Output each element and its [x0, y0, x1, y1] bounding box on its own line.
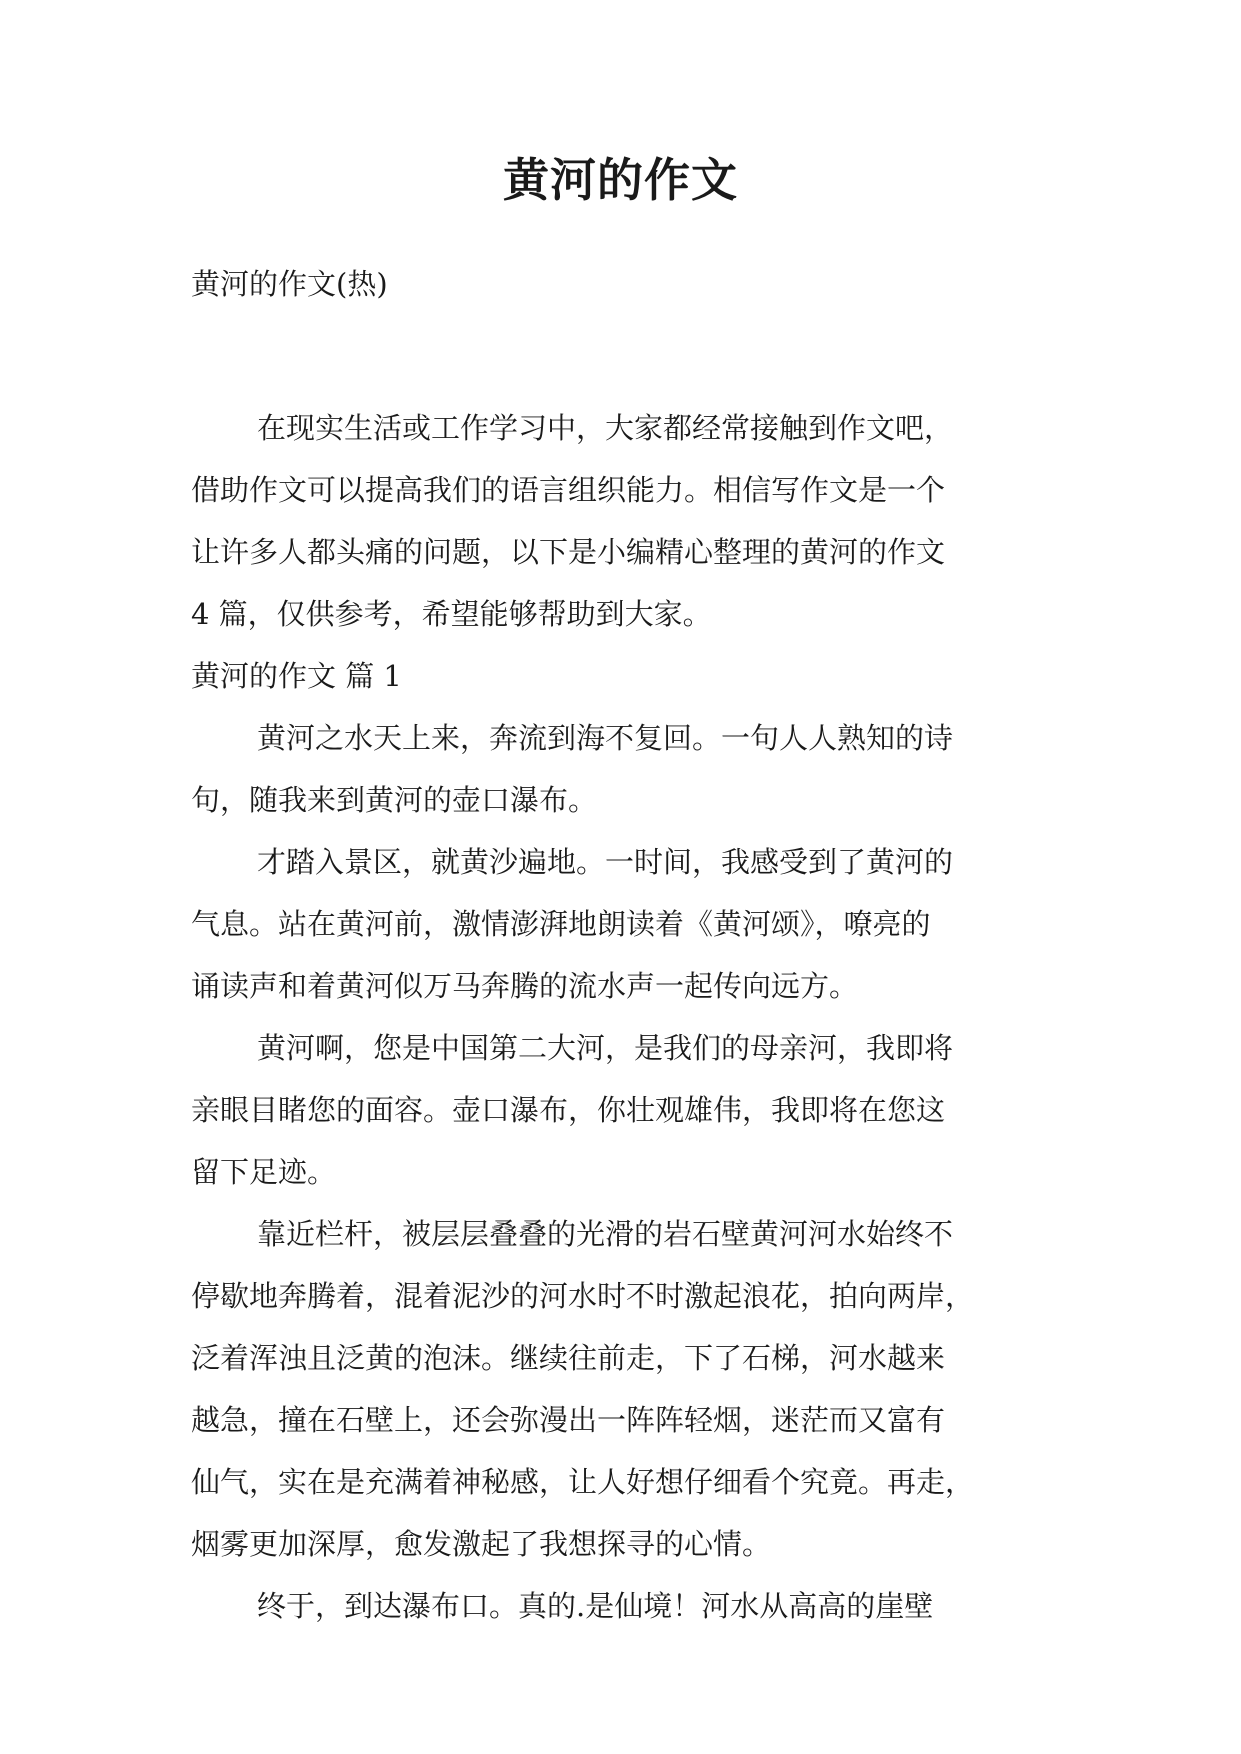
text-line: 留下足迹。 [191, 1155, 337, 1189]
text-line: 在现实生活或工作学习中，大家都经常接触到作文吧， [257, 411, 954, 445]
text-line: 让许多人都头痛的问题，以下是小编精心整理的黄河的作文 [191, 535, 946, 569]
text-line: 借助作文可以提高我们的语言组织能力。相信写作文是一个 [191, 473, 946, 507]
document-title: 黄河的作文 [503, 153, 738, 207]
document-body [191, 406, 1071, 1646]
text-line: 句，随我来到黄河的壶口瀑布。 [191, 783, 598, 817]
text-line: 亲眼目睹您的面容。壶口瀑布，你壮观雄伟，我即将在您这 [191, 1093, 946, 1127]
text-line: 黄河之水天上来，奔流到海不复回。一句人人熟知的诗 [257, 721, 954, 755]
text-line: 诵读声和着黄河似万马奔腾的流水声一起传向远方。 [191, 969, 859, 1003]
text-line: 停歇地奔腾着，混着泥沙的河水时不时激起浪花，拍向两岸， [191, 1279, 975, 1313]
text-line: 气息。站在黄河前，激情澎湃地朗读着《黄河颂》，嘹亮的 [191, 907, 931, 941]
text-line: 靠近栏杆，被层层叠叠的光滑的岩石壁黄河河水始终不 [257, 1217, 954, 1251]
text-line: 仙气，实在是充满着神秘感，让人好想仔细看个究竟。再走， [191, 1465, 975, 1499]
text-line: 终于，到达瀑布口。真的.是仙境！河水从高高的崖壁 [257, 1589, 934, 1623]
document-subtitle: 黄河的作文(热) [191, 267, 388, 301]
text-line: 黄河的作文 篇 1 [191, 659, 402, 693]
text-line: 黄河啊，您是中国第二大河，是我们的母亲河，我即将 [257, 1031, 954, 1065]
text-line: 越急，撞在石壁上，还会弥漫出一阵阵轻烟，迷茫而又富有 [191, 1403, 946, 1437]
text-line: 4 篇，仅供参考，希望能够帮助到大家。 [191, 597, 712, 631]
text-line: 泛着浑浊且泛黄的泡沫。继续往前走，下了石梯，河水越来 [191, 1341, 946, 1375]
text-line: 烟雾更加深厚，愈发激起了我想探寻的心情。 [191, 1527, 772, 1561]
text-line: 才踏入景区，就黄沙遍地。一时间，我感受到了黄河的 [257, 845, 954, 879]
